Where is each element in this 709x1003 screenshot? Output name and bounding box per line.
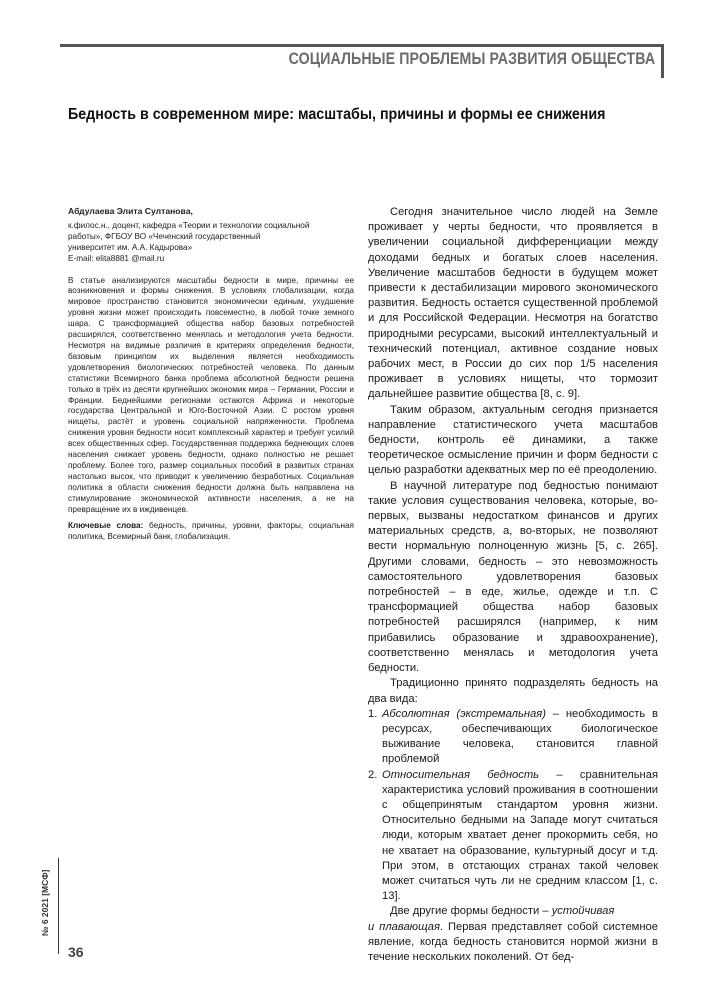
section-header xyxy=(60,44,664,78)
body-paragraph: В научной литературе под бедностью понимают такие условия существования человека, которые, во-первых, вызваны недостатком финансов и других материальных средств, а, во-вторых, не позволяют вести нормальную полноценную жизнь [5, с. 265]. Другими словами, бедность – это невозможность самостоятельного удовлетворения базовых потребностей – в еде, жилье, одежде и т.п. С трансформацией общества набор базовых потребностей расширялся (например, к ним прибавились образование и здравоохранение), соответственно менялась и методология учета бедности. xyxy=(368,479,658,675)
author-affiliation xyxy=(68,221,354,265)
body-paragraph-cont xyxy=(368,920,658,966)
list-number: 2. xyxy=(368,768,378,781)
p5-start: Две другие формы бедности – xyxy=(390,905,552,918)
section-title: СОЦИАЛЬНЫЕ ПРОБЛЕМЫ РАЗВИТИЯ ОБЩЕСТВА xyxy=(288,50,655,68)
issue-label: № 6 2021 [МСФ] xyxy=(40,869,50,936)
p5-cont-term: и плавающая xyxy=(368,920,440,933)
body-column xyxy=(368,205,658,965)
article-title: Бедность в современном мире: масштабы, причины и формы ее снижения xyxy=(68,106,606,123)
body-paragraph: Сегодня значительное число людей на Земле проживает у черты бедности, что проявляется в увеличении социальной дифференциации между доходами бедных и богатых слоев населения. Увеличение масштабов бедности в будущем может привести к дестабилизации мирового экономического развития. Бедность остается существенной проблемой и для Российской Федерации. Несмотря на богатство природными ресурсами, высокий интеллектуальный и технический потенциал, активное создание новых рабочих мест, в России до сих пор 1/5 населения проживает в условиях нищеты, что тормозит дальнейшее развитие общества [8, с. 9]. xyxy=(368,206,658,401)
abstract: В статье анализируются масштабы бедности в мире, причины ее возникновения и формы снижения. В условиях глобализации, когда мировое пространство становится экономически единым, ухудшение уровня жизни может происходить повсеместно, в любой точке земного шара. С трансформацией общества набор базовых потребностей расширялся, соответственно менялась и методология учета бедности. Несмотря на видимые различия в критериях определения бедности, базовым принципом их выделения является необходимость удовлетворения биологических потребностей человека. По данным статистики Всемирного банка проблема абсолютной бедности решена только в трёх из десяти крупнейших экономик мира – Германии, России и Франции. Беднейшими регионами остаются Африка и некоторые государства Центральной и Юго-Восточной Азии. С ростом уровня нищеты, растёт и уровень социальной напряженности. Проблема снижения уровня бедности носит комплексный характер и требует усилий всех общественных сфер. Государственная поддержка беднеющих слоев населения снижает уровень бедности, однако полностью не решает проблему. Более того, размер социальных пособий в развитых странах настолько высок, что приводит к увеличению безработных. Социальная политика в области снижения бедности должна быть направлена на стимулирование экономической активности населения, а не на превращение их в иждивенцев. xyxy=(68,275,354,514)
list-text: – необходимость в ресурсах, обеспечивающих биологическое выживание человека, становится главной проблемой xyxy=(382,707,658,766)
list-term: Абсолютная (экстремальная) xyxy=(382,707,546,720)
list-text: – сравнительная характеристика условий проживания в соотношении с общепринятым стандартом уровня жизни. Относительно бедными на Западе могут считаться люди, которым хватает денег прокормить себя, но не хватает на образование, культурный досуг и т.д. При этом, в отстающих странах такой человек может считаться чуть ли не средним классом [1, с. 13]. xyxy=(382,768,658,903)
left-column xyxy=(68,206,354,543)
list-item xyxy=(368,707,658,768)
page-number: 36 xyxy=(68,944,84,960)
list-item xyxy=(368,768,658,905)
affiliation-line: к.филос.н., доцент, кафедра «Теории и технологии социальной xyxy=(68,220,310,230)
author-email: E-mail: elita8881 @mail.ru xyxy=(68,253,165,263)
affiliation-line: работы», ФГБОУ ВО «Чеченский государственный xyxy=(68,231,261,241)
body-paragraph: Традиционно принято подразделять бедность на два вида: xyxy=(368,677,658,705)
list-number: 1. xyxy=(368,707,378,720)
body-paragraph: Таким образом, актуальным сегодня признается направление статистического учета масштабов бедности, контроль её динамики, а также теоретическое осмысление причин и форм бедности с целью разработки адекватных мер по её преодолению. xyxy=(368,403,658,477)
affiliation-line: университет им. А.А. Кадырова» xyxy=(68,242,193,252)
author-name: Абдулаева Элита Султанова, xyxy=(68,206,193,216)
body-paragraph xyxy=(368,904,658,919)
poverty-types-list xyxy=(368,707,658,905)
keywords-text: бедность, причины, уровни, факторы, социальная политика, Всемирный банк, глобализация. xyxy=(68,521,354,542)
keywords xyxy=(68,521,354,543)
p5-term: устойчивая xyxy=(551,905,615,918)
p5-rest: . Первая представляет собой системное явление, когда бедность становится нормой жизни в течение нескольких поколений. От бед- xyxy=(368,920,658,963)
keywords-label: Ключевые слова: xyxy=(68,521,144,531)
list-term: Относительная бедность xyxy=(382,768,540,781)
